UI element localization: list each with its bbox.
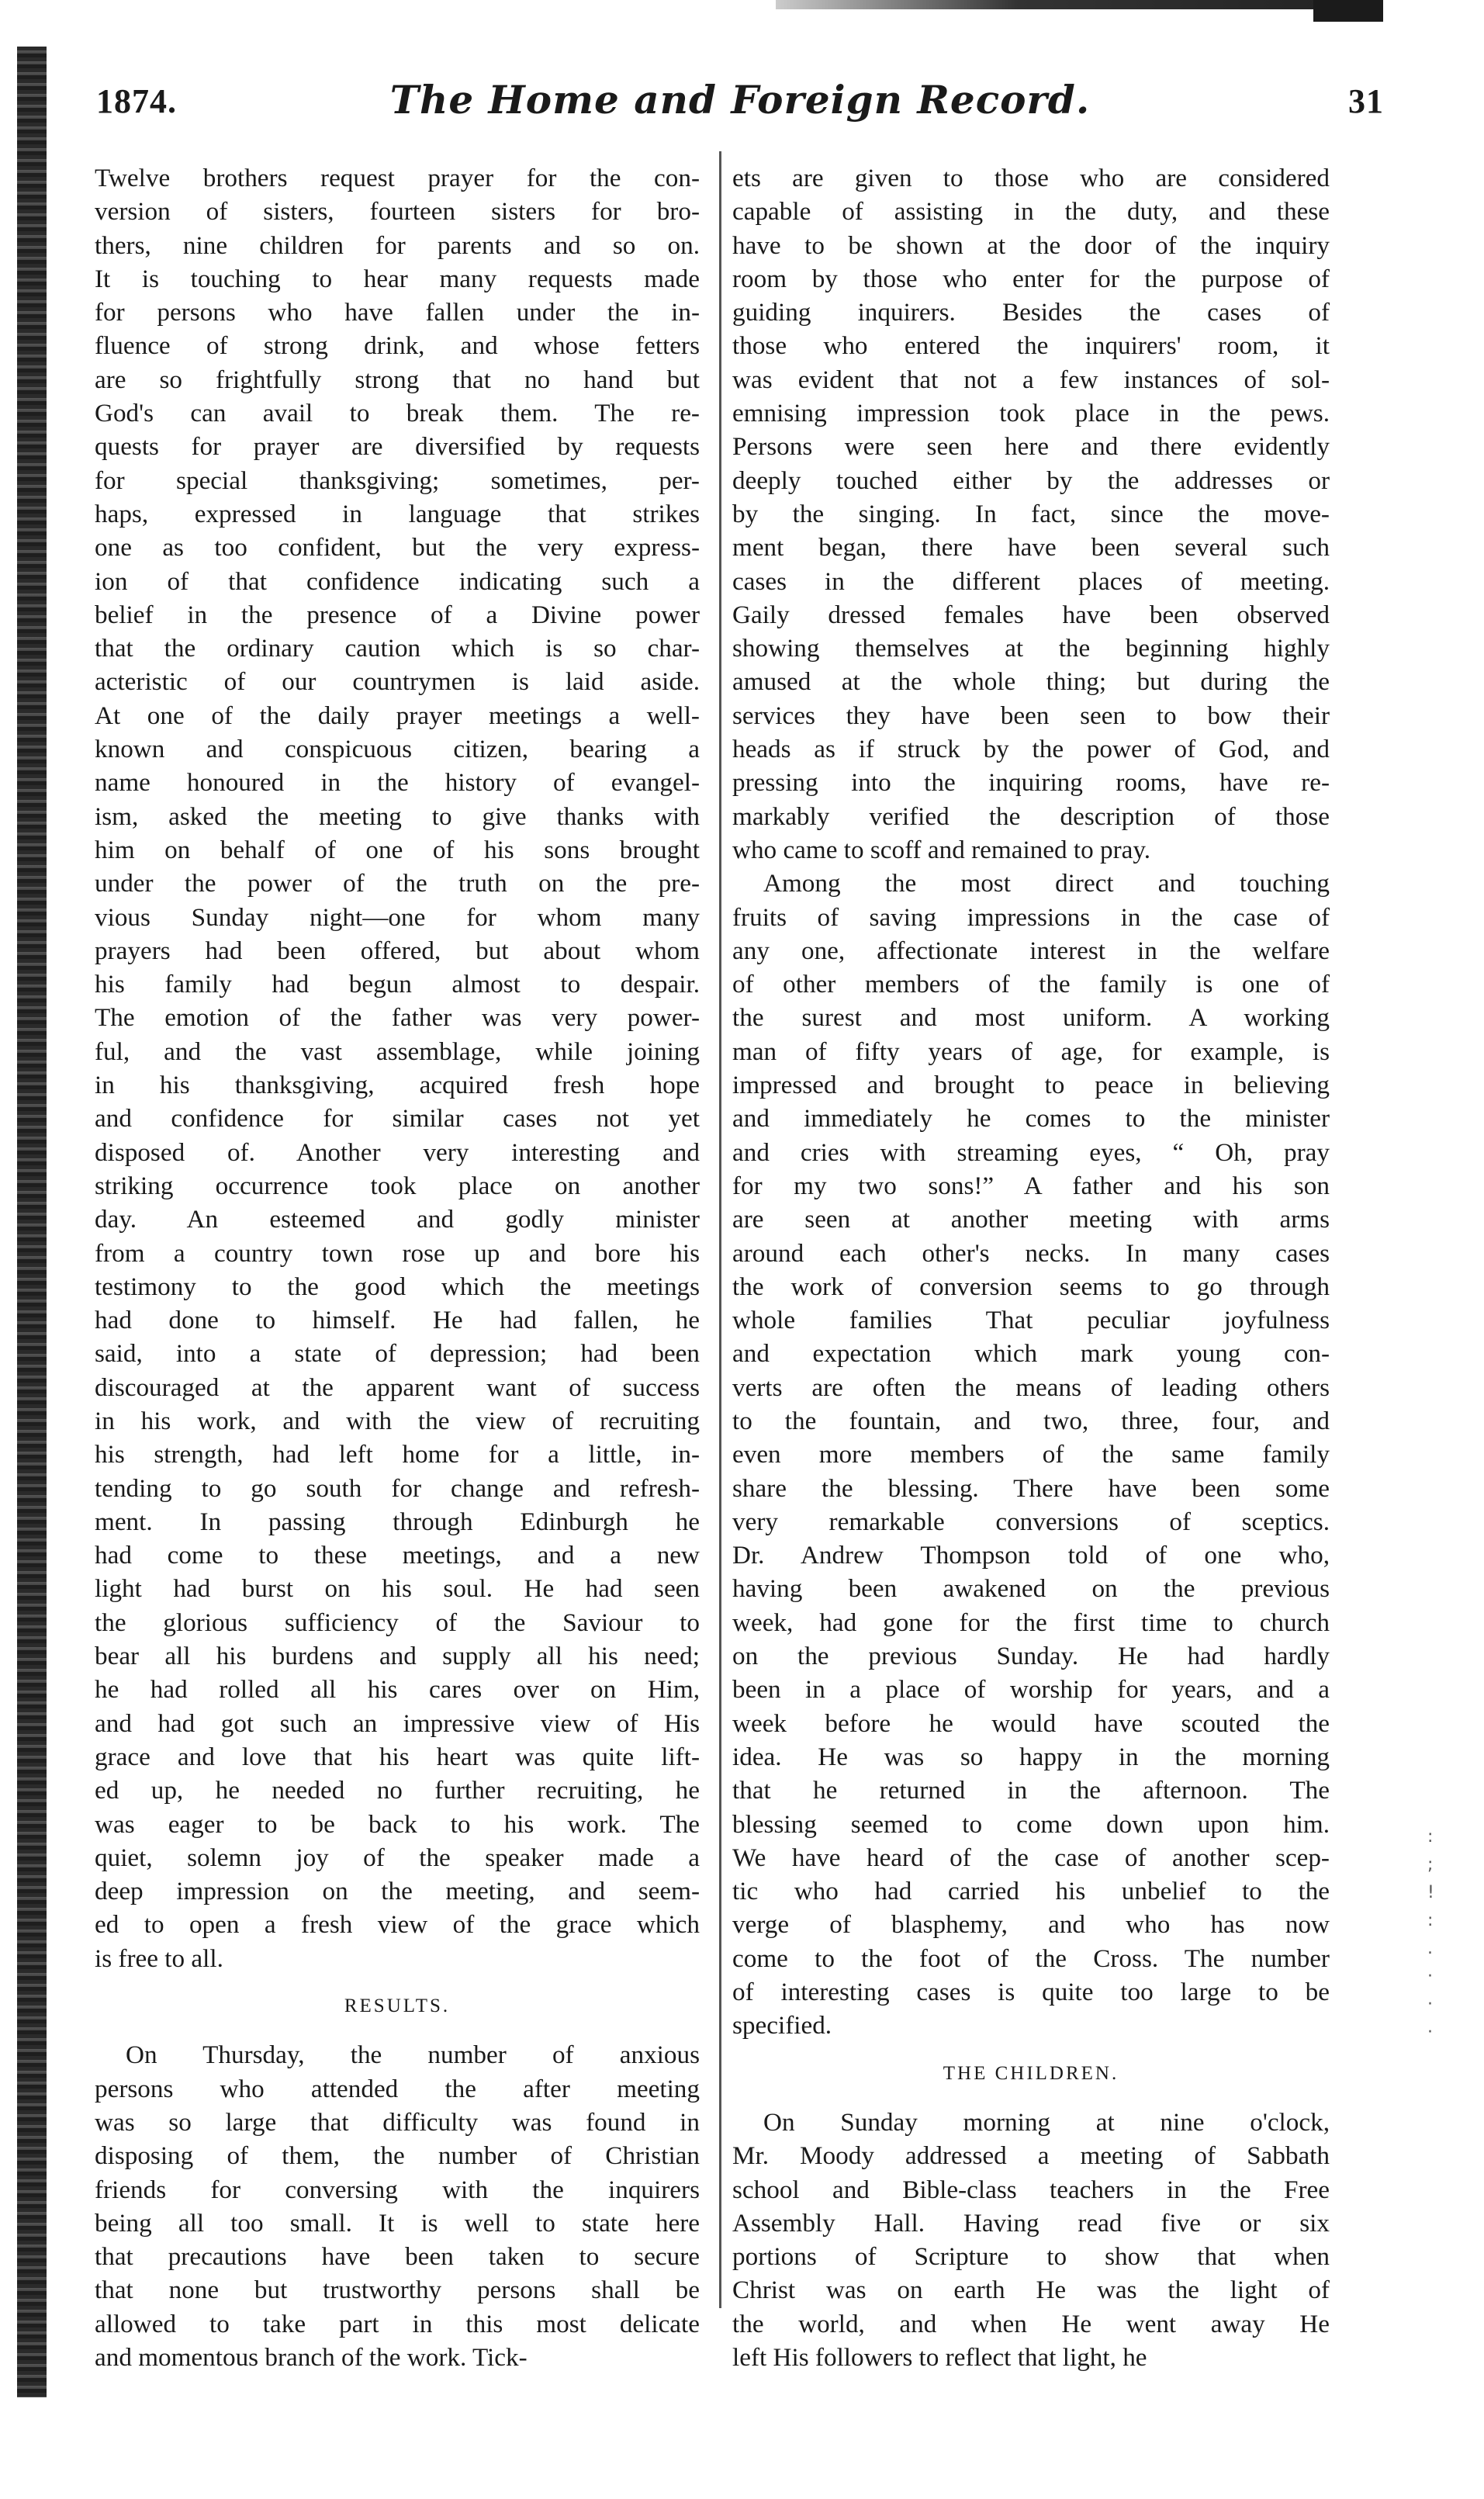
text-line: testimony to the good which the meetings <box>95 1272 700 1301</box>
text-line: in his work, and with the view of recruiting <box>95 1406 700 1435</box>
text-line: markably verified the description of those <box>732 801 1330 831</box>
text-line: verts are often the means of leading others <box>732 1372 1330 1402</box>
text-line: one as too confident, but the very express- <box>95 533 700 562</box>
text-line: was so large that difficulty was found in <box>95 2107 700 2137</box>
right-paragraph-1 <box>732 161 1330 867</box>
text-line: disposed of. Another very interesting and <box>95 1137 700 1167</box>
right-column <box>732 161 1330 2374</box>
text-line: been in a place of worship for years, and a <box>732 1675 1330 1705</box>
text-line: acteristic of our countrymen is laid aside. <box>95 667 700 697</box>
text-line: that none but trustworthy persons shall be <box>95 2276 700 2305</box>
text-line: ion of that confidence indicating such a <box>95 566 700 596</box>
top-border-rule <box>776 0 1381 9</box>
text-line: haps, expressed in language that strikes <box>95 499 700 528</box>
text-line: quiet, solemn joy of the speaker made a <box>95 1843 700 1872</box>
right-paragraph-2 <box>732 867 1330 2042</box>
text-line: left His followers to reflect that light, he <box>732 2343 1147 2372</box>
text-line: around each other's necks. In many cases <box>732 1238 1330 1268</box>
text-line: said, into a state of depression; had been <box>95 1339 700 1369</box>
text-line: those who entered the inquirers' room, it <box>732 331 1330 361</box>
text-line: are so frightfully strong that no hand but <box>95 365 700 394</box>
text-line: name honoured in the history of evangel- <box>95 768 700 798</box>
text-line: The emotion of the father was very power- <box>95 1003 700 1033</box>
text-line: any one, affectionate interest in the welfare <box>732 936 1330 965</box>
text-line: showing themselves at the beginning highly <box>732 634 1330 663</box>
text-line: are seen at another meeting with arms <box>732 1205 1330 1234</box>
text-line: services they have been seen to bow their <box>732 701 1330 730</box>
text-line: day. An esteemed and godly minister <box>95 1205 700 1234</box>
text-line: Gaily dressed females have been observed <box>732 600 1330 629</box>
margin-specks <box>1427 1823 1458 2444</box>
text-line: and cries with streaming eyes, “ Oh, pray <box>732 1137 1330 1167</box>
top-border-block <box>1313 0 1383 22</box>
margin-speck: : <box>1427 1911 1434 1930</box>
text-line: persons who attended the after meeting <box>95 2074 700 2103</box>
header-title: The Home and Foreign Record. <box>389 77 1091 123</box>
text-line: On Sunday morning at nine o'clock, <box>763 2107 1330 2137</box>
text-line: blessing seemed to come down upon him. <box>732 1809 1330 1839</box>
left-paragraph-2 <box>95 2038 700 2374</box>
text-line: the world, and when He went away He <box>732 2309 1330 2338</box>
text-line: very remarkable conversions of sceptics. <box>732 1507 1330 1536</box>
header-page-number: 31 <box>1348 82 1384 120</box>
text-line: deeply touched either by the addresses or <box>732 466 1330 495</box>
text-line: fruits of saving impressions in the case of <box>732 902 1330 932</box>
text-line: thers, nine children for parents and so on. <box>95 230 700 260</box>
text-line: Dr. Andrew Thompson told of one who, <box>732 1541 1330 1570</box>
text-line: heads as if struck by the power of God, and <box>732 735 1330 764</box>
text-line: portions of Scripture to show that when <box>732 2242 1330 2272</box>
scanned-binding-edge <box>17 47 47 2397</box>
text-line: was eager to be back to his work. The <box>95 1809 700 1839</box>
text-line: and had got such an impressive view of His <box>95 1708 700 1738</box>
text-line: ed up, he needed no further recruiting, he <box>95 1776 700 1805</box>
text-line: had come to these meetings, and a new <box>95 1541 700 1570</box>
text-line: deep impression on the meeting, and seem- <box>95 1877 700 1906</box>
text-line: tending to go south for change and refresh- <box>95 1473 700 1503</box>
text-line: for my two sons!” A father and his son <box>732 1171 1330 1200</box>
text-line: ment began, there have been several such <box>732 533 1330 562</box>
text-line: to the fountain, and two, three, four, and <box>732 1406 1330 1435</box>
margin-speck: ! <box>1427 1883 1434 1902</box>
text-line: pressing into the inquiring rooms, have re- <box>732 768 1330 798</box>
section-heading-results: RESULTS. <box>344 1995 451 2017</box>
text-line: the work of conversion seems to go through <box>732 1272 1330 1301</box>
margin-speck: : <box>1427 1827 1434 1847</box>
text-line: that precautions have been taken to secure <box>95 2242 700 2272</box>
text-line: on the previous Sunday. He had hardly <box>732 1642 1330 1671</box>
text-line: have to be shown at the door of the inquiry <box>732 230 1330 260</box>
text-line: capable of assisting in the duty, and these <box>732 197 1330 227</box>
text-line: ism, asked the meeting to give thanks with <box>95 801 700 831</box>
text-line: verge of blasphemy, and who has now <box>732 1910 1330 1940</box>
text-line: Among the most direct and touching <box>763 869 1330 898</box>
text-line: from a country town rose up and bore his <box>95 1238 700 1268</box>
text-line: of other members of the family is one of <box>732 970 1330 999</box>
text-line: light had burst on his soul. He had seen <box>95 1574 700 1604</box>
text-line: was evident that not a few instances of sol- <box>732 365 1330 394</box>
text-line: fluence of strong drink, and whose fetters <box>95 331 700 361</box>
text-line: bear all his burdens and supply all his need; <box>95 1642 700 1671</box>
text-line: It is touching to hear many requests made <box>95 264 700 293</box>
text-line: ets are given to those who are considered <box>732 164 1330 192</box>
text-line: belief in the presence of a Divine power <box>95 600 700 629</box>
text-line: the surest and most uniform. A working <box>732 1003 1330 1033</box>
text-line: ment. In passing through Edinburgh he <box>95 1507 700 1536</box>
margin-speck: ; <box>1427 1855 1434 1874</box>
text-line: under the power of the truth on the pre- <box>95 869 700 898</box>
text-line: tic who had carried his unbelief to the <box>732 1877 1330 1906</box>
text-line: specified. <box>732 2011 832 2040</box>
text-line: ed to open a fresh view of the grace which <box>95 1910 700 1940</box>
text-line: his family had begun almost to despair. <box>95 970 700 999</box>
margin-speck: · <box>1427 1995 1433 2014</box>
left-paragraph-1 <box>95 161 700 1975</box>
text-line: that he returned in the afternoon. The <box>732 1776 1330 1805</box>
margin-speck: . <box>1427 1939 1433 1958</box>
running-header <box>96 77 1384 136</box>
text-line: him on behalf of one of his sons brought <box>95 835 700 864</box>
margin-speck: · <box>1427 1967 1433 1986</box>
right-paragraph-3 <box>732 2106 1330 2374</box>
text-line: he had rolled all his cares over on Him, <box>95 1675 700 1705</box>
text-line: week before he would have scouted the <box>732 1708 1330 1738</box>
text-line: and expectation which mark young con- <box>732 1339 1330 1369</box>
text-line: discouraged at the apparent want of success <box>95 1372 700 1402</box>
text-line: had done to himself. He had fallen, he <box>95 1306 700 1335</box>
text-line: known and conspicuous citizen, bearing a <box>95 735 700 764</box>
text-line: of interesting cases is quite too large to be <box>732 1978 1330 2007</box>
text-line: who came to scoff and remained to pray. <box>732 835 1151 864</box>
text-line: guiding inquirers. Besides the cases of <box>732 298 1330 327</box>
text-line: being all too small. It is well to state here <box>95 2208 700 2238</box>
text-line: come to the foot of the Cross. The number <box>732 1943 1330 1973</box>
text-line: impressed and brought to peace in believing <box>732 1071 1330 1100</box>
text-line: and confidence for similar cases not yet <box>95 1104 700 1134</box>
text-line: striking occurrence took place on another <box>95 1171 700 1200</box>
left-column <box>95 161 700 2374</box>
text-line: Christ was on earth He was the light of <box>732 2276 1330 2305</box>
text-line: On Thursday, the number of anxious <box>126 2040 700 2070</box>
text-line: vious Sunday night—one for whom many <box>95 902 700 932</box>
text-line: and immediately he comes to the minister <box>732 1104 1330 1134</box>
text-line: quests for prayer are diversified by requests <box>95 432 700 462</box>
text-line: prayers had been offered, but about whom <box>95 936 700 965</box>
text-line: is free to all. <box>95 1943 223 1973</box>
text-line: for persons who have fallen under the in- <box>95 298 700 327</box>
text-line: disposing of them, the number of Christian <box>95 2141 700 2171</box>
text-line: At one of the daily prayer meetings a well- <box>95 701 700 730</box>
text-line: having been awakened on the previous <box>732 1574 1330 1604</box>
text-line: version of sisters, fourteen sisters for bro- <box>95 197 700 227</box>
text-line: amused at the whole thing; but during the <box>732 667 1330 697</box>
text-line: and momentous branch of the work. Tick- <box>95 2343 528 2372</box>
text-line: school and Bible-class teachers in the Free <box>732 2175 1330 2204</box>
text-line: share the blessing. There have been some <box>732 1473 1330 1503</box>
text-line: God's can avail to break them. The re- <box>95 399 700 428</box>
column-divider <box>719 151 721 2308</box>
text-line: room by those who enter for the purpose of <box>732 264 1330 293</box>
text-line: emnising impression took place in the pews. <box>732 399 1330 428</box>
text-line: even more members of the same family <box>732 1440 1330 1469</box>
text-line: Assembly Hall. Having read five or six <box>732 2208 1330 2238</box>
text-line: Persons were seen here and there evidently <box>732 432 1330 462</box>
text-line: in his thanksgiving, acquired fresh hope <box>95 1071 700 1100</box>
text-line: grace and love that his heart was quite lift- <box>95 1742 700 1771</box>
text-line: cases in the different places of meeting. <box>732 566 1330 596</box>
text-line: ful, and the vast assemblage, while joining <box>95 1037 700 1066</box>
text-line: Twelve brothers request prayer for the con- <box>95 164 700 192</box>
text-line: his strength, had left home for a little, in- <box>95 1440 700 1469</box>
text-line: week, had gone for the first time to church <box>732 1608 1330 1637</box>
text-line: Mr. Moody addressed a meeting of Sabbath <box>732 2141 1330 2171</box>
margin-speck: · <box>1427 2023 1433 2042</box>
text-line: by the singing. In fact, since the move- <box>732 499 1330 528</box>
text-line: man of fifty years of age, for example, is <box>732 1037 1330 1066</box>
text-line: that the ordinary caution which is so char- <box>95 634 700 663</box>
text-line: We have heard of the case of another scep- <box>732 1843 1330 1872</box>
text-line: whole families That peculiar joyfulness <box>732 1306 1330 1335</box>
section-heading-the-children: THE CHILDREN. <box>943 2062 1119 2084</box>
text-line: allowed to take part in this most delicate <box>95 2309 700 2338</box>
text-line: the glorious sufficiency of the Saviour to <box>95 1608 700 1637</box>
text-line: friends for conversing with the inquirers <box>95 2175 700 2204</box>
header-year: 1874. <box>96 82 177 120</box>
text-line: for special thanksgiving; sometimes, per- <box>95 466 700 495</box>
text-line: idea. He was so happy in the morning <box>732 1742 1330 1771</box>
